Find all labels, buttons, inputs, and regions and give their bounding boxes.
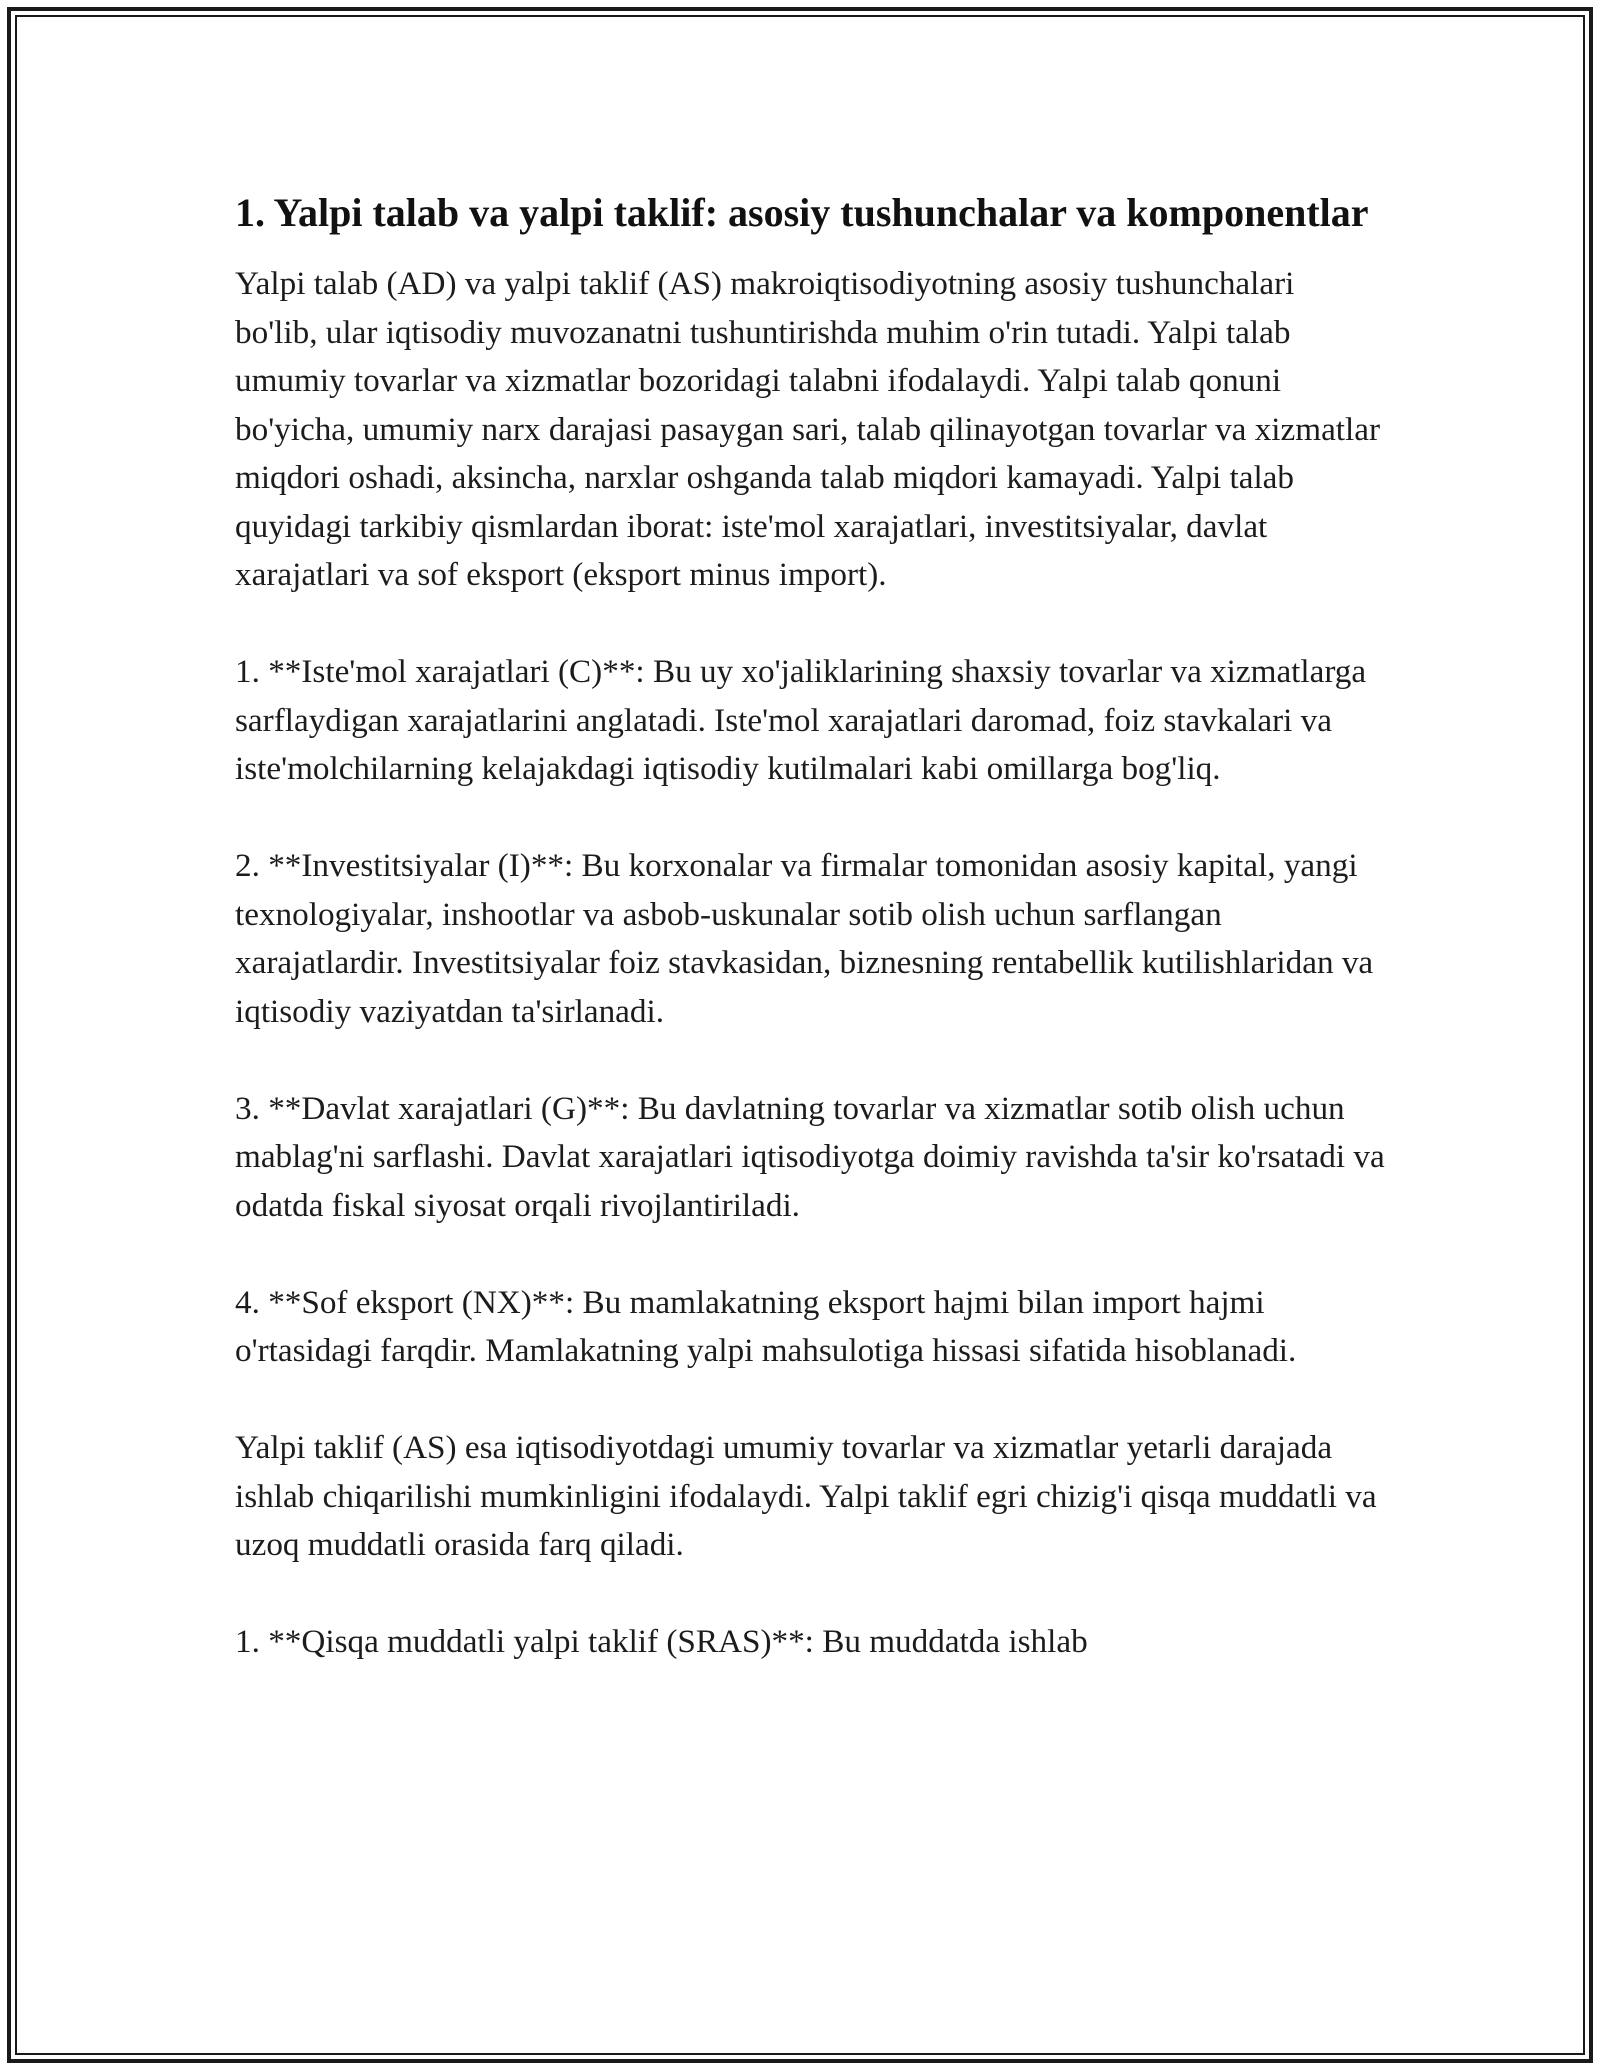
list-item-consumption: 1. **Iste'mol xarajatlari (C)**: Bu uy xo'jaliklarining shaxsiy tovarlar va xizmatlarga sarflaydigan xarajatlarini anglatadi. Iste'mol xarajatlari daromad, foiz stavkalari va iste'molchilarning kelajakdagi iqtisodiy kutilmalari kabi omillarga bog'liq. <box>235 653 1367 787</box>
list-item-government: 3. **Davlat xarajatlari (G)**: Bu davlatning tovarlar va xizmatlar sotib olish uchun mablag'ni sarflashi. Davlat xarajatlari iqtisodiyotga doimiy ravishda ta'sir ko'rsatadi va odatda fiskal siyosat orqali rivojlantiriladi. <box>235 1089 1385 1224</box>
list-item-investment: 2. **Investitsiyalar (I)**: Bu korxonalar va firmalar tomonidan asosiy kapital, yangi texnologiyalar, inshootlar va asbob-uskunalar sotib olish uchun sarflangan xarajatlardir. Investitsiyalar foiz stavkasidan, biznesning rentabellik kutilishlaridan va iqtisodiy vaziyatdan ta'sirlanadi. <box>235 847 1374 1030</box>
list-item-net-exports: 4. **Sof eksport (NX)**: Bu mamlakatning eksport hajmi bilan import hajmi o'rtasidagi farqdir. Mamlakatning yalpi mahsulotiga hissasi sifatida hisoblanadi. <box>235 1283 1297 1369</box>
section-heading: 1. Yalpi talab va yalpi taklif: asosiy tushunchalar va komponentlar <box>235 190 1369 235</box>
document-body <box>235 185 1385 1667</box>
intro-paragraph: Yalpi talab (AD) va yalpi taklif (AS) makroiqtisodiyotning asosiy tushunchalari bo'lib, ular iqtisodiy muvozanatni tushuntirishda muhim o'rin tutadi. Yalpi talab umumiy tovarlar va xizmatlar bozoridagi talabni ifodalaydi. Yalpi talab qonuni bo'yicha, umumiy narx darajasi pasaygan sari, talab qilinayotgan tovarlar va xizmatlar miqdori oshadi, aksincha, narxlar oshganda talab miqdori kamayadi. Yalpi talab quyidagi tarkibiy qismlardan iborat: iste'mol xarajatlari, investitsiyalar, davlat xarajatlari va sof eksport (eksport minus import). <box>235 265 1381 593</box>
aggregate-supply-paragraph: Yalpi taklif (AS) esa iqtisodiyotdagi umumiy tovarlar va xizmatlar yetarli darajada ishlab chiqarilishi mumkinligini ifodalaydi. Yalpi taklif egri chizig'i qisqa muddatli va uzoq muddatli orasida farq qiladi. <box>235 1429 1377 1563</box>
list-item-sras: 1. **Qisqa muddatli yalpi taklif (SRAS)**: Bu muddatda ishlab <box>235 1623 1088 1660</box>
